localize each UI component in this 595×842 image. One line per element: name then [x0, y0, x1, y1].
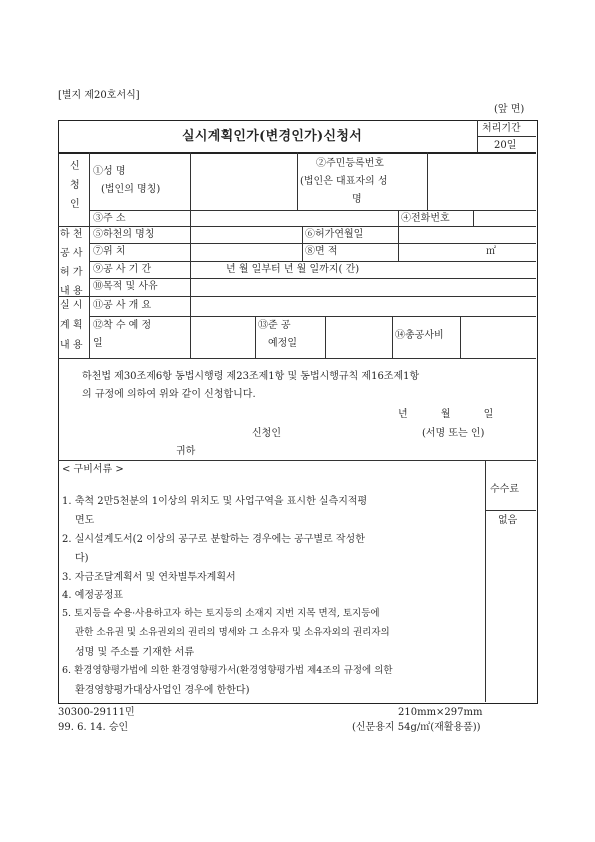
statement-sign: (서명 또는 인) — [422, 428, 485, 439]
permit-date-label: ⑥허가연월일 — [305, 229, 364, 240]
id-sub: (법인은 대표자의 성 — [300, 176, 388, 187]
id-sub-2: 명 — [352, 194, 362, 205]
river-label-4: 내 용 — [60, 286, 83, 297]
overview-label: ⑪공 사 개 요 — [93, 300, 152, 311]
area-label: ⑧면 적 — [305, 246, 338, 257]
document-item: 6. 환경영향평가법에 의한 환경영향평가서(환경영향평가법 제4조의 규정에 의한 — [62, 665, 393, 676]
period-value: 년 월 일부터 년 월 일까지( 간) — [226, 264, 360, 275]
document-item: 성명 및 주소를 기재한 서류 — [75, 647, 194, 658]
period-label: ⑨공 사 기 간 — [93, 264, 152, 275]
document-item: 다) — [75, 553, 89, 564]
name-sub: (법인의 명칭) — [101, 184, 161, 195]
processing-label: 처리기간 — [482, 123, 521, 134]
fee-value: 없음 — [498, 515, 518, 526]
completion-label: ⑬준 공 — [258, 320, 291, 331]
river-label-1: 하 천 — [60, 229, 83, 240]
river-label-3: 허 가 — [60, 267, 83, 278]
fee-label: 수수료 — [490, 484, 519, 495]
phone-label: ④전화번호 — [401, 213, 450, 224]
plan-label-1: 실 시 — [60, 300, 83, 311]
document-item: 관한 소유권 및 소유권외의 권리의 명세와 그 소유자 및 소유자외의 권리자의 — [75, 627, 390, 638]
processing-value: 20일 — [494, 140, 517, 151]
applicant-label-3: 인 — [70, 199, 80, 210]
document-item: 4. 예정공정표 — [62, 590, 124, 601]
statement-recipient: 귀하 — [176, 446, 196, 457]
statement-line-1: 하천법 제30조제6항 동법시행령 제23조제1항 및 동법시행규칙 제16조제1항 — [82, 371, 420, 382]
statement-line-2: 의 규정에 의하여 위와 같이 신청합니다. — [82, 389, 256, 400]
applicant-label-2: 청 — [70, 180, 80, 191]
purpose-label: ⑩목적 및 사유 — [93, 281, 158, 292]
form-title: 실시계획인가(변경인가)신청서 — [182, 129, 363, 144]
id-label: ②주민등록번호 — [316, 158, 384, 169]
document-item: 환경영향평가대상사업인 경우에 한한다) — [75, 685, 250, 696]
location-label: ⑦위 치 — [93, 246, 126, 257]
applicant-label-1: 신 — [70, 161, 80, 172]
river-label-2: 공 사 — [60, 248, 83, 259]
footer-code: 30300-29111민 — [58, 707, 135, 718]
statement-applicant: 신청인 — [252, 428, 281, 439]
document-item: 1. 축척 2만5천분의 1이상의 위치도 및 사업구역을 표시한 실측지적평 — [62, 496, 368, 507]
area-unit: ㎡ — [486, 246, 496, 257]
footer-paper-type: (신문용지 54g/㎡(재활용품)) — [352, 722, 481, 733]
plan-label-2: 계 획 — [60, 320, 83, 331]
footer-paper-size: 210mm×297mm — [398, 707, 483, 718]
page-side: (앞 면) — [494, 104, 525, 115]
document-item: 3. 자금조달계획서 및 연차별투자계획서 — [62, 572, 236, 583]
documents-header: < 구비서류 > — [62, 464, 124, 475]
name-label: ①성 명 — [93, 166, 126, 177]
footer-approval: 99. 6. 14. 승인 — [58, 722, 129, 733]
completion-label-2: 예정일 — [268, 338, 297, 349]
river-name-label: ⑤하천의 명칭 — [93, 229, 155, 240]
total-cost-label: ⑭총공사비 — [395, 330, 444, 341]
plan-label-3: 내 용 — [60, 340, 83, 351]
document-item: 면도 — [75, 515, 95, 526]
start-label: ⑫착 수 예 정 — [93, 320, 152, 331]
address-label: ③주 소 — [93, 213, 126, 224]
statement-date: 년 월 일 — [398, 409, 494, 420]
document-item: 5. 토지등을 수용·사용하고자 하는 토지등의 소재지 지번 지목 면적, 토지등에 — [62, 608, 380, 619]
start-label-2: 일 — [93, 338, 103, 349]
document-item: 2. 실시설계도서(2 이상의 공구로 분할하는 경우에는 공구별로 작성한 — [62, 534, 365, 545]
form-code: [별지 제20호서식] — [58, 90, 140, 101]
